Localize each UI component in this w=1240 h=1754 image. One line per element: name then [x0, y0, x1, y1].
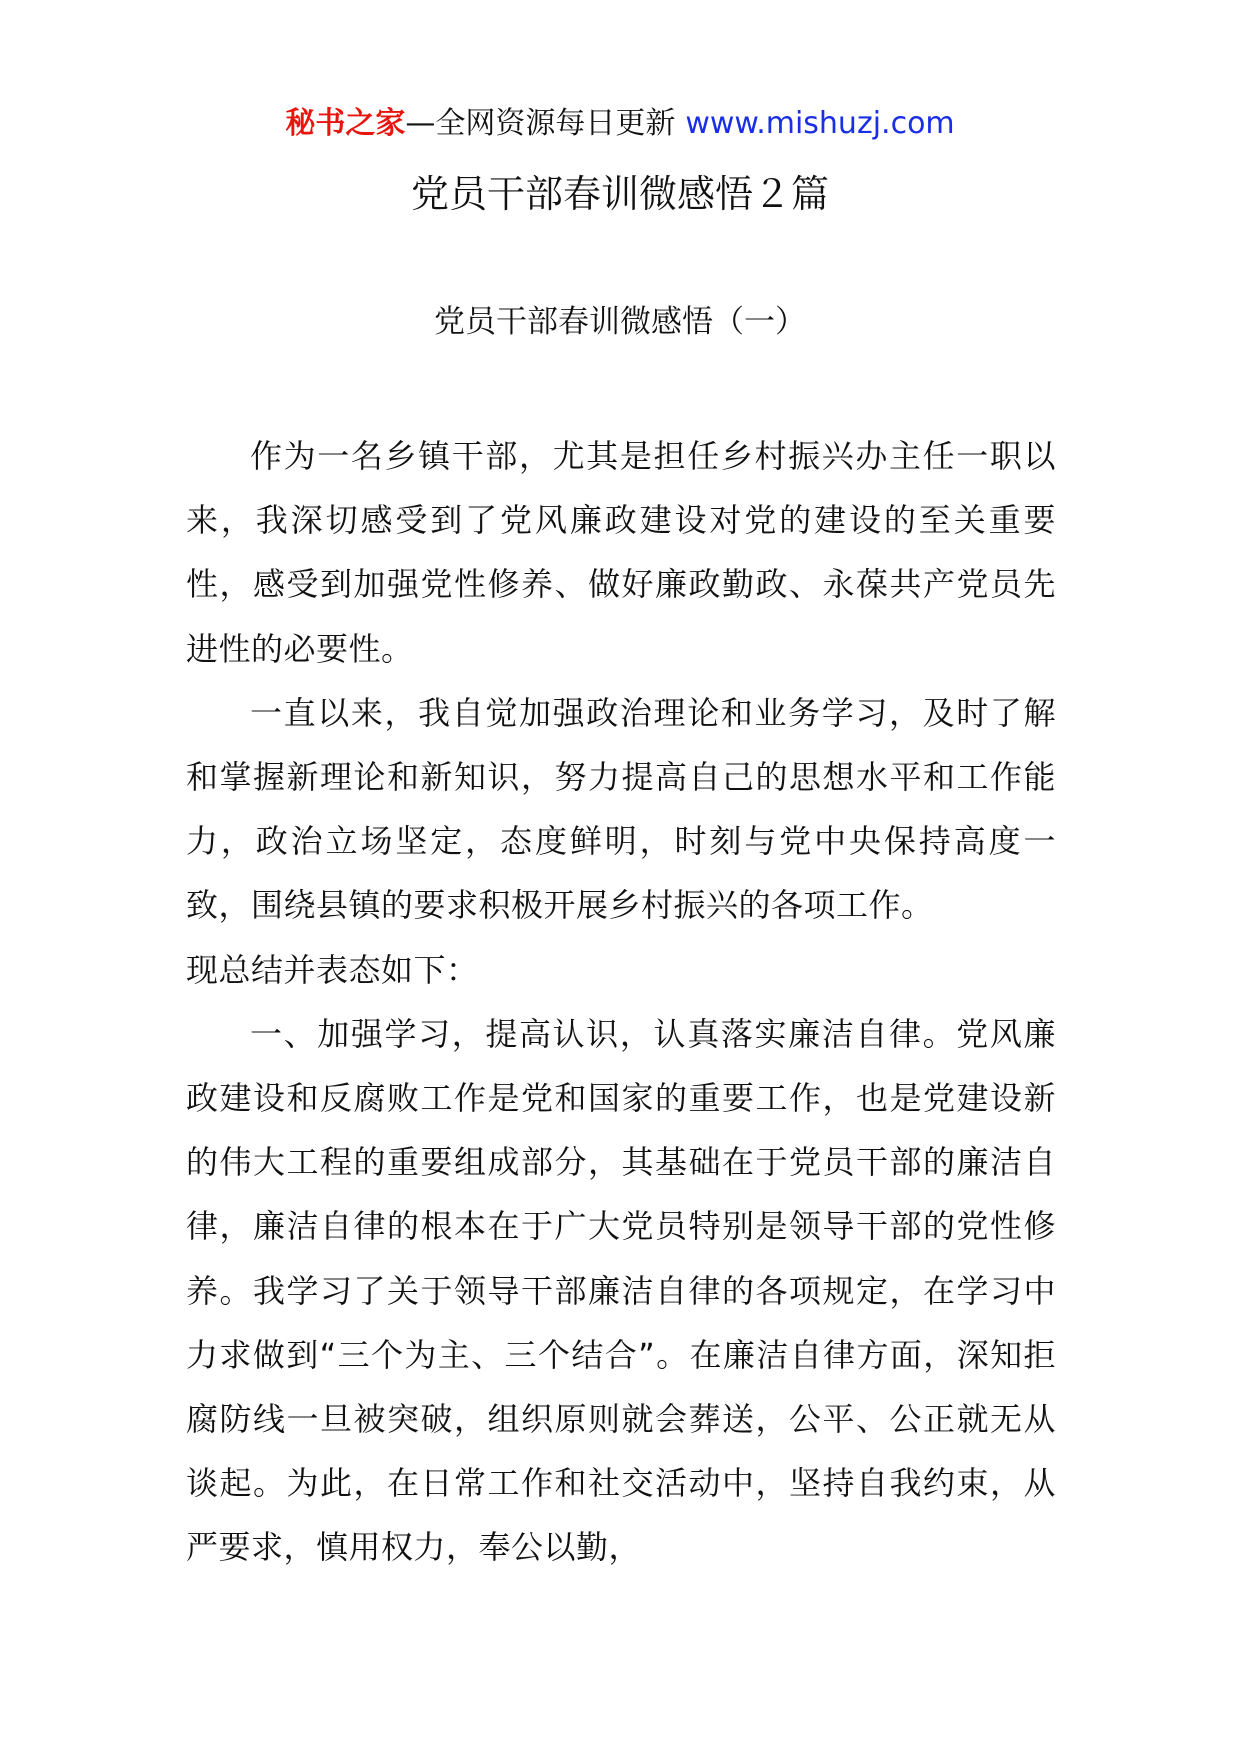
- document-title: 党员干部春训微感悟２篇: [410, 172, 829, 216]
- body-paragraph-2: 一直以来，我自觉加强政治理论和业务学习，及时了解和掌握新理论和新知识，努力提高自己的思想水平和工作能力，政治立场坚定，态度鲜明，时刻与党中央保持高度一致，围绕县镇的要求积极开展乡村振兴的各项工作。: [186, 693, 1056, 925]
- document-subtitle: 党员干部春训微感悟（一）: [434, 304, 806, 340]
- banner-tagline: —全网资源每日更新: [405, 106, 676, 141]
- body-paragraph-1: 作为一名乡镇干部，尤其是担任乡村振兴办主任一职以来，我深切感受到了党风廉政建设对党的建设的至关重要性，感受到加强党性修养、做好廉政勤政、永葆共产党员先进性的必要性。: [186, 437, 1056, 668]
- body-paragraph-3: 现总结并表态如下：: [186, 950, 479, 989]
- site-banner: [0, 100, 1240, 148]
- brand-name: 秘书之家: [285, 106, 406, 141]
- document-body: [186, 424, 1056, 1580]
- body-paragraph-4: 一、加强学习，提高认识，认真落实廉洁自律。党风廉政建设和反腐败工作是党和国家的重要工作，也是党建设新的伟大工程的重要组成部分，其基础在于党员干部的廉洁自律，廉洁自律的根本在于广大党员特别是领导干部的党性修养。我学习了关于领导干部廉洁自律的各项规定，在学习中力求做到“三个为主、三个结合”。在廉洁自律方面，深知拒腐防线一旦被突破，组织原则就会葬送，公平、公正就无从谈起。为此，在日常工作和社交活动中，坚持自我约束，从严要求，慎用权力，奉公以勤，: [186, 1014, 1056, 1567]
- site-url-link[interactable]: www.mishuzj.com: [685, 106, 955, 141]
